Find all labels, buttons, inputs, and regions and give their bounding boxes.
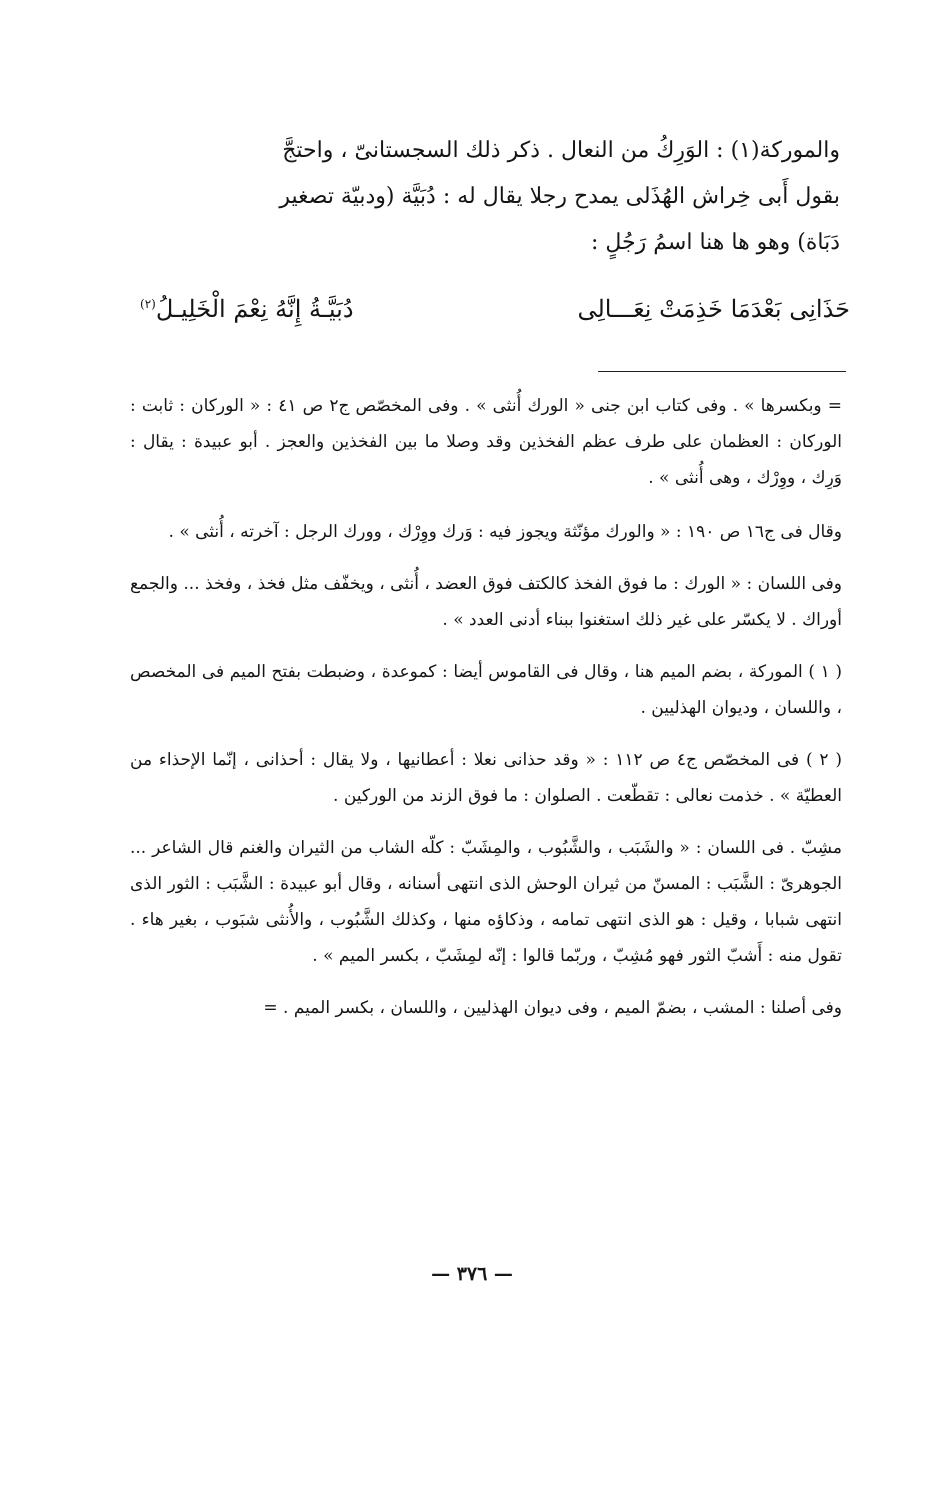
verse-first-hemistich: حَذَانِى بَعْدَمَا خَذِمَتْ نِعَـــالِى <box>577 295 850 323</box>
main-text-line-2: بقول أَبى خِراش الهُذَلى يمدح رجلا يقال له : دُبَيَّة (ودبيّة تصغير <box>279 184 840 209</box>
footnote-continuation: = وبكسرها » . وفى كتاب ابن جنى « الورك أُنثى » . وفى المخصّص ج٢ ص ٤١ : « الوركان : ثابت : الوركان : العظمان على طرف عظم الفخذين وقد وصلا ما بين الفخذين والعجز . أبو عبيدة : يقال : وَرِك ، ووِرْك ، وهى أُنثى » . <box>130 396 842 488</box>
footnote-paragraph: وقال فى ج١٦ ص ١٩٠ : « والورك مؤنّثة ويجوز فيه : وَرك ووِرْك ، وورك الرجل : آخرته ، أُنثى » . <box>168 522 842 542</box>
footnote-divider <box>598 371 846 372</box>
footnotes <box>130 388 842 1042</box>
verse-second-hemistich: دُبَيَّـةُ إِنَّهُ نِعْمَ الْخَلِيـلُ <box>155 295 354 323</box>
verse-second-hemistich-wrap <box>140 295 354 323</box>
footnote-paragraph: وفى اللسان : « الورك : ما فوق الفخذ كالكتف فوق العضد ، أُنثى ، ويخفّف مثل فخذ ، وفخذ ... والجمع أوراك . لا يكسّر على غير ذلك استغنوا ببناء أدنى العدد » . <box>130 574 842 630</box>
footnote-paragraph: وفى أصلنا : المشب ، بضمّ الميم ، وفى ديوان الهذليين ، واللسان ، بكسر الميم . = <box>263 998 842 1018</box>
footnote-2: ( ٢ ) فى المخصّص ج٤ ص ١١٢ : « وقد حذانى نعلا : أعطانيها ، ولا يقال : أحذانى ، إنّما الإحذاء من العطيّة » . خذمت نعالى : تقطّعت . الصلوان : ما فوق الزند من الوركين . <box>130 750 842 806</box>
main-text <box>140 128 840 266</box>
main-text-line-3: دَبَاة) وهو ها هنا اسمُ رَجُلٍ : <box>590 230 840 255</box>
footnote-paragraph: مشِبّ . فى اللسان : « والشَبَب ، والشَّبُوب ، والمِشَبّ : كلّه الشاب من الثيران والغنم قال الشاعر ... الجوهرىّ : الشَّبَب : المسنّ من ثيران الوحش الذى انتهى أسنانه ، وقال أبو عبيدة : الشَّبَب : الثور الذى انتهى شبابا ، وقيل : هو الذى انتهى تمامه ، وذكاؤه منها ، وكذلك الشَّبُوب ، والأُنثى شبَوب ، بغير هاء . تقول منه : أَشبّ الثور فهو مُشِبّ ، وربّما قالوا : إنّه لمِشَبّ ، بكسر الميم » . <box>130 838 842 966</box>
footnote-reference: (٢) <box>140 297 156 311</box>
footnote-1: ( ١ ) الموركة ، بضم الميم هنا ، وقال فى القاموس أيضا : كموعدة ، وضبطت بفتح الميم فى المخصص ، واللسان ، وديوان الهذليين . <box>130 662 842 718</box>
main-text-line-1: والموركة(١) : الوَرِكُ من النعال . ذكر ذلك السجستانىّ ، واحتجَّ <box>282 138 840 163</box>
poetry-verse <box>140 295 850 343</box>
page-number: — ٣٧٦ — <box>431 1263 513 1285</box>
